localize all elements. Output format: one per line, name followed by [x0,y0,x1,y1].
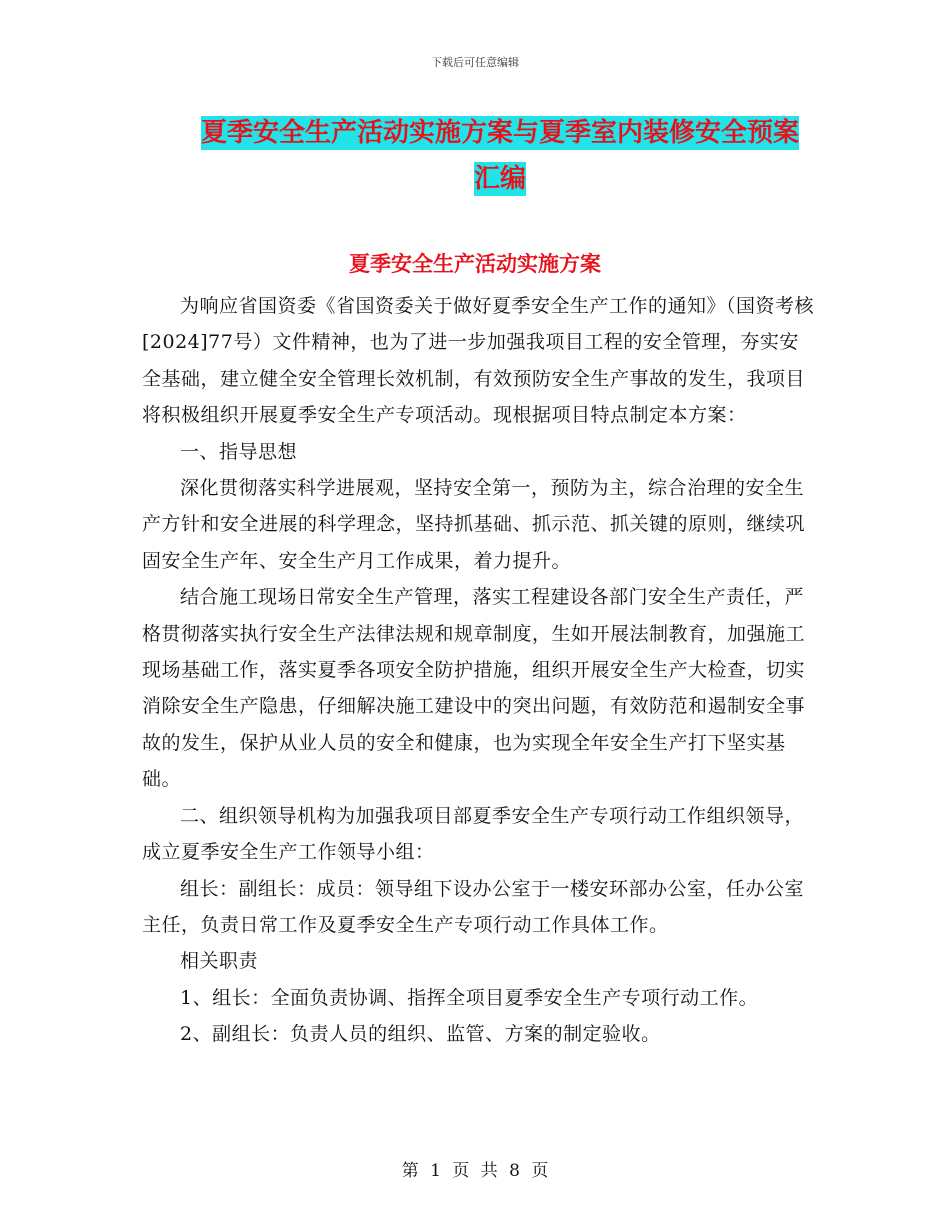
heading-guiding-ideology: 一、指导思想 [180,440,298,463]
document-body [142,288,814,1053]
paragraph-intro: 为响应省国资委《省国资委关于做好夏季安全生产工作的通知》（国资考核[2024]77号）文件精神，也为了进一步加强我项目工程的安全管理，夯实安全基础，建立健全安全管理长效机制，有效预防安全生产事故的发生，我项目将积极组织开展夏季安全生产专项活动。现根据项目特点制定本方案： [142,295,815,427]
paragraph-site-management: 结合施工现场日常安全生产管理，落实工程建设各部门安全生产责任，严格贯彻落实执行安全生产法律法规和规章制度，生如开展法制教育，加强施工现场基础工作，落实夏季各项安全防护措施，组织开展安全生产大检查，切实消除安全生产隐患，仔细解决施工建设中的突出问题，有效防范和遏制安全事故的发生，保护从业人员的安全和健康，也为实现全年安全生产打下坚实基础。 [142,586,806,791]
document-title [140,110,860,202]
paragraph-organization: 二、组织领导机构为加强我项目部夏季安全生产专项行动工作组织领导，成立夏季安全生产工作领导小组： [142,804,805,864]
document-title-line-2: 汇编 [473,164,526,194]
heading-responsibilities: 相关职责 [180,950,259,973]
page-number: 第 1 页 共 8 页 [401,1161,549,1181]
document-title-line-1: 夏季安全生产活动实施方案与夏季室内装修安全预案 [200,118,799,148]
page-header-note: 下载后可任意编辑 [431,56,519,69]
paragraph-guiding-ideology: 深化贯彻落实科学进展观，坚持安全第一，预防为主，综合治理的安全生产方针和安全进展的科学理念，坚持抓基础、抓示范、抓关键的原则，继续巩固安全生产年、安全生产月工作成果，着力提升。 [142,477,806,572]
section-title: 夏季安全生产活动实施方案 [349,252,601,276]
list-item-leader: 1、组长：全面负责协调、指挥全项目夏季安全生产专项行动工作。 [180,986,759,1009]
paragraph-team-members: 组长：副组长：成员：领导组下设办公室于一楼安环部办公室，任办公室主任，负责日常工作及夏季安全生产专项行动工作具体工作。 [142,877,805,936]
list-item-deputy-leader: 2、副组长：负责人员的组织、监管、方案的制定验收。 [180,1023,661,1046]
